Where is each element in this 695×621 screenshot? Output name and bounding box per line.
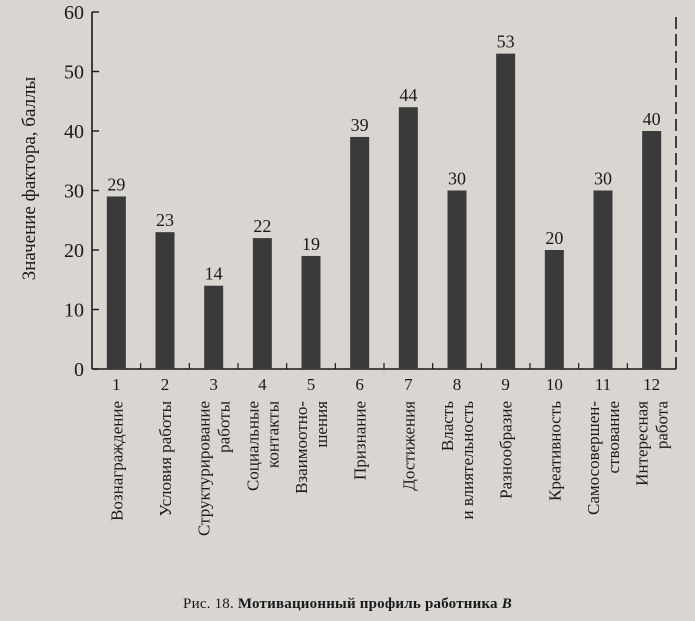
bar [107, 196, 126, 369]
bar [302, 256, 321, 369]
bar [496, 54, 515, 369]
bar [448, 191, 467, 370]
category-label: Интересная [632, 401, 652, 486]
caption-figure-number: Рис. 18. [183, 596, 234, 612]
y-tick-label: 50 [64, 61, 84, 84]
category-label: Самосовершен- [584, 401, 603, 515]
caption-title: Мотивационный профиль работника [237, 596, 498, 612]
bar [156, 232, 175, 369]
bar [350, 137, 369, 369]
category-label: Достижения [399, 401, 419, 491]
bar-value-label: 23 [156, 210, 174, 231]
x-tick-label: 7 [404, 375, 413, 394]
x-tick-label: 12 [643, 375, 661, 394]
bar-value-label: 30 [594, 168, 612, 189]
x-tick-label: 9 [501, 375, 510, 394]
bar-value-label: 39 [350, 114, 369, 135]
x-tick-label: 8 [452, 375, 462, 394]
bar-value-label: 44 [399, 85, 418, 106]
x-tick-label: 2 [160, 375, 170, 394]
category-label: контакты [263, 401, 283, 469]
category-label: работы [214, 401, 234, 453]
bar [642, 131, 661, 369]
bar-value-label: 14 [204, 263, 223, 284]
x-tick-label: 10 [545, 375, 563, 394]
bar-value-label: 20 [545, 228, 564, 248]
category-label: ствование [604, 401, 623, 474]
category-label: работа [652, 401, 672, 450]
category-label: Власть [438, 401, 457, 452]
caption-subject: В [501, 596, 512, 612]
bar-value-label: 40 [642, 109, 661, 129]
category-label: и влиятельность [458, 401, 477, 520]
y-tick-label: 20 [64, 240, 84, 262]
y-tick-label: 40 [64, 121, 84, 143]
bar [204, 286, 223, 369]
bar-value-label: 30 [448, 168, 466, 189]
x-tick-label: 4 [258, 375, 267, 394]
category-label: Условия работы [156, 401, 175, 517]
category-label: Вознаграждение [107, 401, 127, 521]
bar [253, 238, 272, 369]
category-label: Креативность [545, 401, 565, 501]
x-tick-label: 3 [209, 375, 218, 394]
bar-value-label: 53 [496, 31, 515, 52]
x-tick-label: 5 [306, 375, 316, 394]
category-label: Структурирование [194, 401, 214, 536]
y-tick-label: 30 [64, 180, 84, 203]
bar [594, 191, 613, 370]
category-label: Социальные [243, 401, 263, 492]
bar [399, 107, 418, 369]
x-tick-label: 6 [355, 375, 364, 394]
bar [545, 250, 564, 369]
y-axis-label: Значение фактора, баллы [19, 76, 40, 281]
bar-value-label: 29 [107, 174, 126, 195]
bar-value-label: 19 [302, 233, 320, 254]
figure-caption [0, 596, 695, 613]
x-tick-label: 11 [594, 375, 612, 394]
category-label: Признание [350, 401, 370, 480]
x-tick-label: 1 [112, 375, 121, 394]
y-tick-label: 60 [64, 2, 84, 24]
category-label: Разнообразие [496, 401, 516, 499]
y-tick-label: 0 [74, 359, 84, 381]
y-tick-label: 10 [64, 299, 84, 322]
category-label: шения [312, 401, 331, 448]
bar-value-label: 22 [253, 216, 272, 237]
category-label: Взаимоотно- [292, 401, 311, 494]
